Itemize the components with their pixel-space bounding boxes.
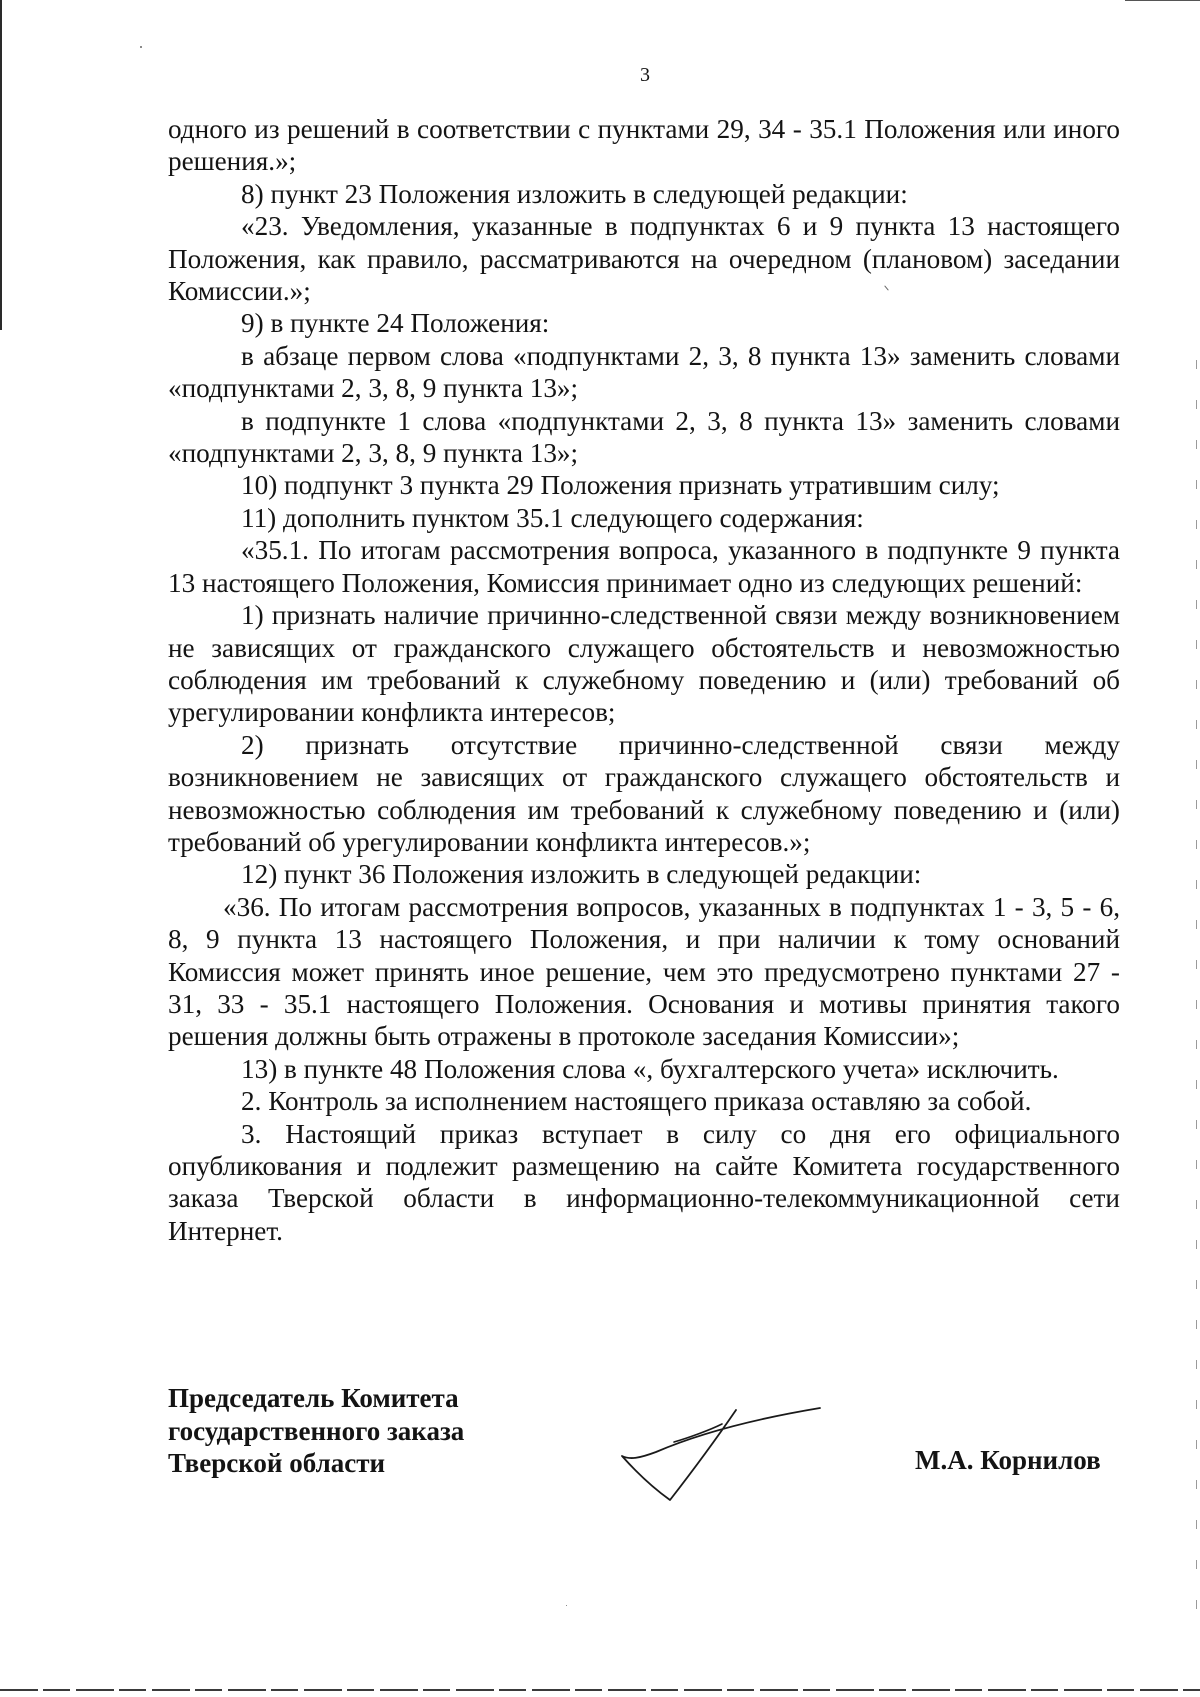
document-body [168, 113, 1120, 1247]
paragraph: 12) пункт 36 Положения изложить в следующей редакции: [241, 859, 922, 890]
paragraph: 2) признать отсутствие причинно-следственной связи между возникновением не зависящих от гражданского служащего обстоятельств и невозможностью соблюдения им требований к служебному поведению и (или) требований об урегулировании конфликта интересов.»; [168, 729, 1120, 857]
signatory-position-line: Председатель Комитета [168, 1383, 459, 1413]
paragraph: 13) в пункте 48 Положения слова «, бухгалтерского учета» исключить. [241, 1053, 1059, 1084]
scan-edge-bottom [0, 1689, 1200, 1691]
page-number: 3 [640, 64, 650, 86]
paragraph: 3. Настоящий приказ вступает в силу со дня его официального опубликования и подлежит размещению на сайте Комитета государственного заказа Тверской области в информационно-телекоммуникационной сети Интернет. [168, 1118, 1120, 1246]
scan-edge-top [1125, 0, 1200, 1]
paragraph: в подпункте 1 слова «подпунктами 2, 3, 8 пункта 13» заменить словами «подпунктами 2, 3, 8, 9 пункта 13»; [168, 405, 1120, 469]
paragraph: в абзаце первом слова «подпунктами 2, 3, 8 пункта 13» заменить словами «подпунктами 2, 3, 8, 9 пункта 13»; [168, 340, 1120, 404]
handwritten-signature [612, 1400, 832, 1505]
paragraph: 1) признать наличие причинно-следственной связи между возникновением не зависящих от гражданского служащего обстоятельств и невозможностью соблюдения им требований к служебному поведению и (или) требований об урегулировании конфликта интересов; [168, 600, 1120, 728]
scan-edge-right [1196, 360, 1197, 1640]
paragraph: 11) дополнить пунктом 35.1 следующего содержания: [241, 502, 864, 533]
paragraph: 8) пункт 23 Положения изложить в следующей редакции: [241, 178, 908, 209]
paragraph: «35.1. По итогам рассмотрения вопроса, указанного в подпункте 9 пункта 13 настоящего Положения, Комиссия принимает одно из следующих решений: [168, 535, 1120, 598]
signatory-position-line: Тверской области [168, 1448, 386, 1478]
paragraph: «36. По итогам рассмотрения вопросов, указанных в подпунктах 1 - 3, 5 - 6, 8, 9 пункта 13 настоящего Положения, и при наличии к тому оснований Комиссия может принять иное решение, чем это предусмотрено пунктами 27 - 31, 33 - 35.1 настоящего Положения. Основания и мотивы принятия такого решения должны быть отражены в протоколе заседания Комиссии»; [168, 891, 1120, 1052]
scan-edge-left [0, 0, 2, 330]
paragraph: 9) в пункте 24 Положения: [241, 308, 550, 339]
scan-speck [140, 46, 142, 48]
paragraph: 10) подпункт 3 пункта 29 Положения признать утратившим силу; [241, 470, 1000, 501]
signatory-position [168, 1382, 588, 1480]
signer-name: М.А. Корнилов [915, 1445, 1101, 1475]
signatory-position-line: государственного заказа [168, 1415, 465, 1446]
paragraph: «23. Уведомления, указанные в подпунктах 6 и 9 пункта 13 настоящего Положения, как правило, рассматриваются на очередном (плановом) заседании Комиссии.»; [168, 211, 1120, 307]
paragraph: 2. Контроль за исполнением настоящего приказа оставляю за собой. [241, 1086, 1032, 1117]
paragraph: одного из решений в соответствии с пунктами 29, 34 - 35.1 Положения или иного решения.»; [168, 114, 1120, 177]
scan-speck [566, 1605, 567, 1606]
